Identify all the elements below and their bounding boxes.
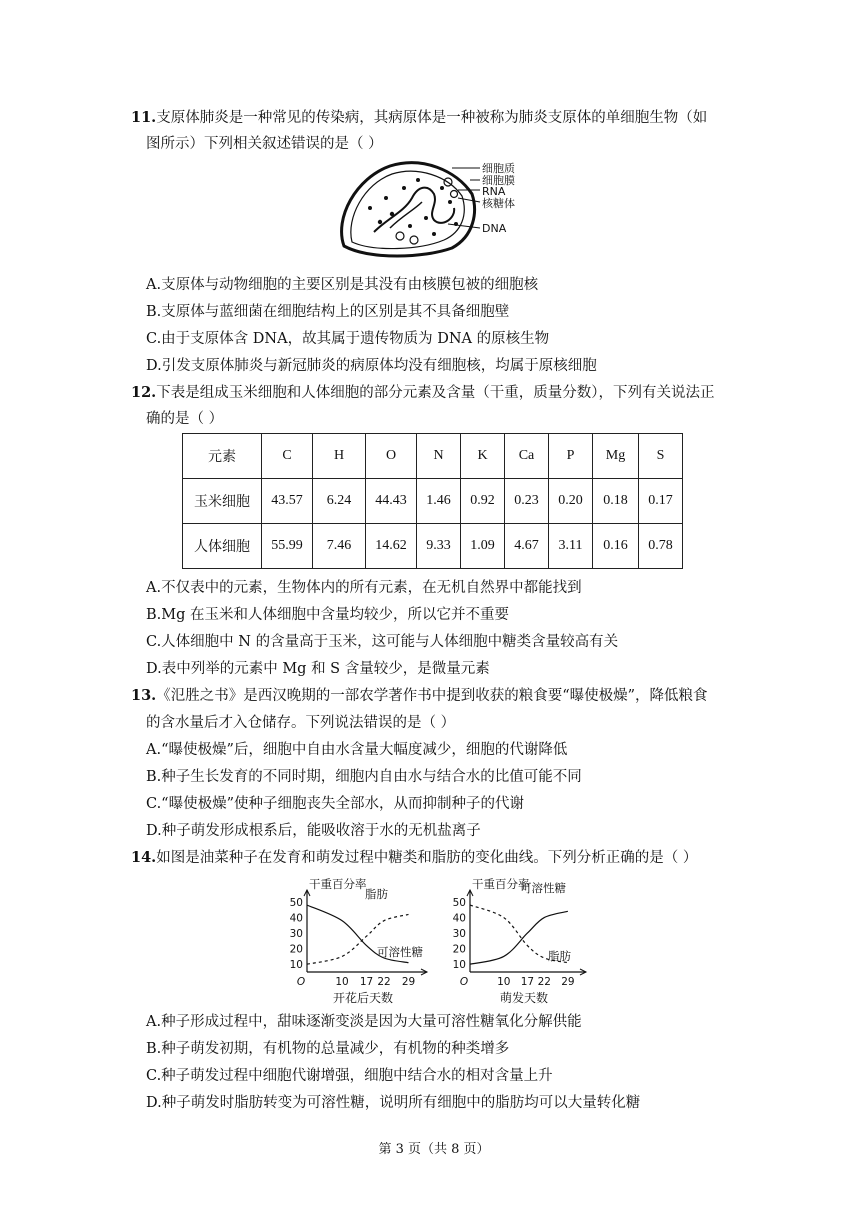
element-content-table: [182, 433, 683, 569]
mycoplasma-figure: [330, 158, 540, 262]
q14-option-b: B.种子萌发初期，有机物的总量减少，有机物的种类增多: [146, 1041, 510, 1057]
x-tick-label: 17: [359, 976, 374, 988]
x-axis-label: 开花后天数: [332, 991, 394, 1005]
y-tick-label: 50: [452, 897, 466, 909]
series-label: 脂肪: [365, 887, 388, 901]
seed-development-chart: [285, 876, 445, 1006]
y-tick-label: 30: [289, 928, 303, 941]
q12-stem-line2: 确的是（ ）: [146, 411, 224, 427]
x-tick-label: O: [459, 976, 469, 988]
q12-option-a: A.不仅表中的元素，生物体内的所有元素，在无机自然界中都能找到: [146, 580, 582, 596]
table-header-cell: K: [461, 434, 505, 479]
page-footer: 第 3 页（共 8 页）: [378, 1142, 490, 1157]
x-axis-label: 萌发天数: [499, 991, 549, 1005]
q11-option-c: C.由于支原体含 DNA，故其属于遗传物质为 DNA 的原核生物: [146, 331, 550, 347]
q13-stem-text: 《氾胜之书》是西汉晚期的一部农学著作书中提到收获的粮食要“曝使极燥”，降低粮食: [156, 688, 708, 704]
table-cell: 0.18: [593, 479, 639, 524]
label-dna: DNA: [482, 222, 507, 235]
x-tick-label: O: [296, 976, 306, 988]
table-cell: 0.20: [549, 479, 593, 524]
q12-stem-text: 下表是组成玉米细胞和人体细胞的部分元素及含量（干重，质量分数），下列有关说法正: [156, 385, 715, 401]
table-cell: 44.43: [366, 479, 417, 524]
q12-option-c: C.人体细胞中 N 的含量高于玉米，这可能与人体细胞中糖类含量较高有关: [146, 634, 619, 650]
y-axis-label: 干重百分率: [472, 877, 530, 891]
q13-number: 13.: [131, 687, 157, 704]
table-cell: 1.09: [461, 524, 505, 569]
table-header-cell: 元素: [183, 434, 262, 479]
table-cell: 玉米细胞: [183, 479, 262, 524]
table-header-cell: Mg: [593, 434, 639, 479]
table-cell: 1.46: [417, 479, 461, 524]
table-cell: 14.62: [366, 524, 417, 569]
table-cell: 43.57: [262, 479, 313, 524]
table-cell: 0.17: [639, 479, 683, 524]
table-cell: 人体细胞: [183, 524, 262, 569]
label-cell-membrane: 细胞膜: [482, 174, 515, 187]
table-header-cell: H: [313, 434, 366, 479]
table-cell: 3.11: [549, 524, 593, 569]
series-label: 可溶性糖: [377, 945, 423, 959]
q14-option-d: D.种子萌发时脂肪转变为可溶性糖，说明所有细胞中的脂肪均可以大量转化糖: [146, 1095, 641, 1111]
q13-stem-line1: [131, 686, 708, 706]
y-axis-label: 干重百分率: [309, 877, 367, 891]
table-row: [183, 479, 683, 524]
q11-option-d: D.引发支原体肺炎与新冠肺炎的病原体均没有细胞核，均属于原核细胞: [146, 358, 597, 374]
q13-option-d: D.种子萌发形成根系后，能吸收溶于水的无机盐离子: [146, 823, 481, 839]
table-header-cell: C: [262, 434, 313, 479]
q12-number: 12.: [131, 384, 157, 401]
label-ribosome: 核糖体: [482, 197, 515, 210]
q14-option-a: A.种子形成过程中，甜味逐渐变淡是因为大量可溶性糖氧化分解供能: [146, 1014, 582, 1030]
x-tick-label: 22: [377, 976, 391, 988]
table-cell: 0.23: [505, 479, 549, 524]
table-header-row: [183, 434, 683, 479]
q14-stem-line1: [131, 848, 697, 868]
table-row: [183, 524, 683, 569]
q12-option-b: B.Mg 在玉米和人体细胞中含量均较少，所以它并不重要: [146, 607, 510, 623]
table-cell: 7.46: [313, 524, 366, 569]
q11-stem-line2: 图所示）下列相关叙述错误的是（ ）: [146, 136, 383, 152]
table-header-cell: P: [549, 434, 593, 479]
y-tick-label: 10: [289, 959, 303, 972]
label-cytoplasm: 细胞质: [482, 162, 515, 175]
q12-stem-line1: [131, 383, 714, 403]
y-tick-label: 10: [452, 959, 466, 972]
series-label: 脂肪: [548, 949, 571, 963]
table-cell: 9.33: [417, 524, 461, 569]
table-cell: 55.99: [262, 524, 313, 569]
x-tick-label: 29: [401, 976, 416, 988]
q14-number: 14.: [131, 849, 157, 866]
table-header-cell: Ca: [505, 434, 549, 479]
seed-germination-chart: [448, 876, 598, 1006]
q14-stem-text: 如图是油菜种子在发育和萌发过程中糖类和脂肪的变化曲线。下列分析正确的是（ ）: [156, 850, 698, 866]
table-header-cell: N: [417, 434, 461, 479]
table-cell: 6.24: [313, 479, 366, 524]
q13-option-b: B.种子生长发育的不同时期，细胞内自由水与结合水的比值可能不同: [146, 769, 582, 785]
q11-number: 11.: [131, 109, 157, 126]
label-rna: RNA: [482, 185, 506, 198]
table-cell: 0.16: [593, 524, 639, 569]
q11-stem-line1: [131, 108, 707, 128]
table-header-cell: S: [639, 434, 683, 479]
table-header-cell: O: [366, 434, 417, 479]
x-tick-label: 10: [497, 976, 511, 988]
x-tick-label: 17: [520, 976, 535, 988]
y-tick-label: 30: [452, 928, 466, 941]
x-tick-label: 10: [335, 976, 349, 988]
x-tick-label: 29: [561, 976, 575, 988]
table-cell: 4.67: [505, 524, 549, 569]
y-tick-label: 40: [289, 912, 303, 925]
q13-stem-line2: 的含水量后才入仓储存。下列说法错误的是（ ）: [146, 715, 456, 731]
q14-option-c: C.种子萌发过程中细胞代谢增强，细胞中结合水的相对含量上升: [146, 1068, 553, 1084]
y-tick-label: 20: [289, 943, 303, 956]
x-tick-label: 22: [537, 976, 551, 988]
q13-option-a: A.“曝使极燥”后，细胞中自由水含量大幅度减少，细胞的代谢降低: [146, 742, 568, 758]
q11-option-b: B.支原体与蓝细菌在细胞结构上的区别是其不具备细胞壁: [146, 304, 510, 320]
q11-option-a: A.支原体与动物细胞的主要区别是其没有由核膜包被的细胞核: [146, 277, 539, 293]
q12-option-d: D.表中列举的元素中 Mg 和 S 含量较少，是微量元素: [146, 661, 490, 677]
y-tick-label: 20: [452, 943, 466, 956]
y-tick-label: 50: [289, 897, 303, 909]
table-cell: 0.78: [639, 524, 683, 569]
series-label: 可溶性糖: [520, 881, 566, 895]
y-tick-label: 40: [452, 912, 466, 925]
q11-stem-text: 支原体肺炎是一种常见的传染病，其病原体是一种被称为肺炎支原体的单细胞生物（如: [156, 110, 708, 126]
q13-option-c: C.“曝使极燥”使种子细胞丧失全部水，从而抑制种子的代谢: [146, 796, 525, 812]
table-cell: 0.92: [461, 479, 505, 524]
